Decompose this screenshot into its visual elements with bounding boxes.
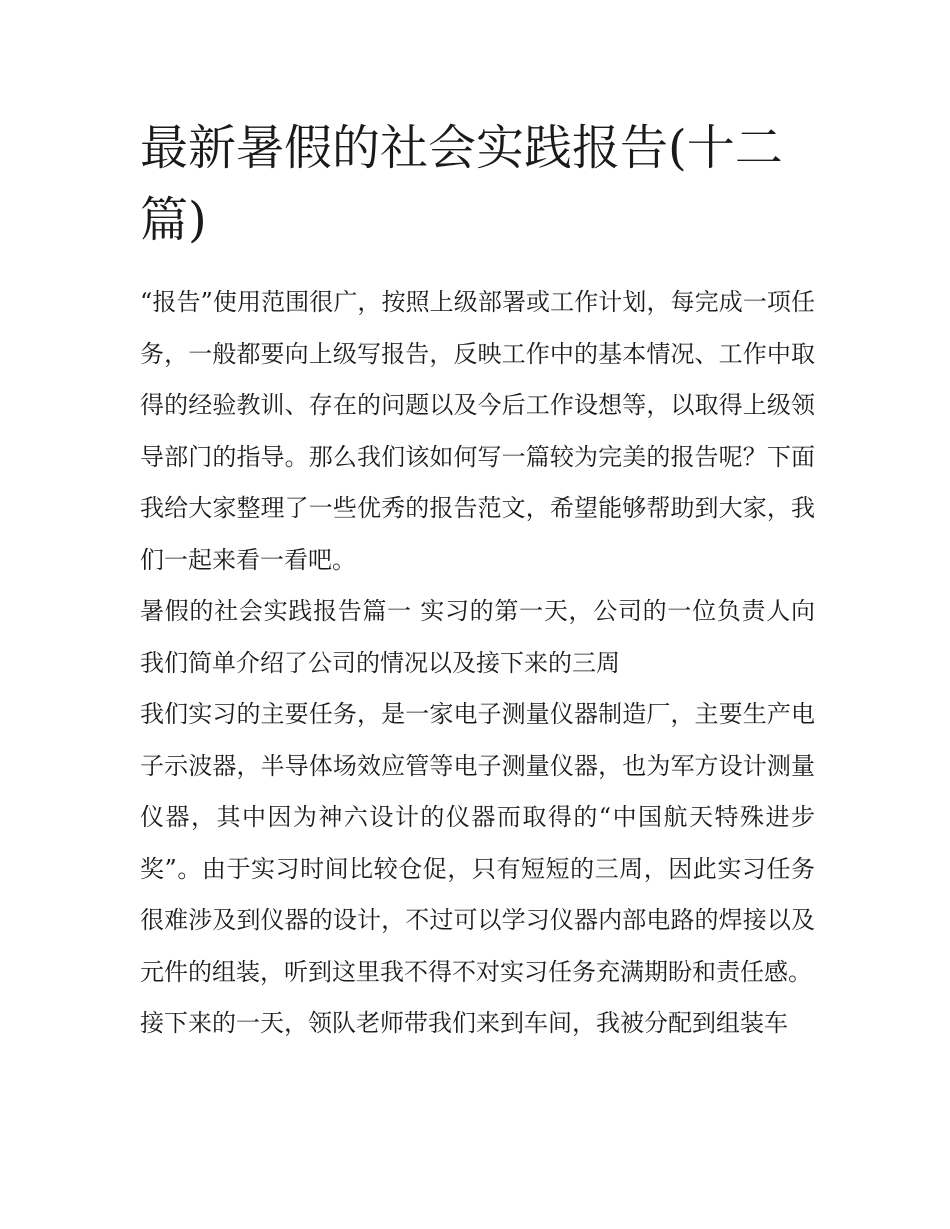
paragraph-intro: “报告”使用范围很广，按照上级部署或工作计划，每完成一项任务，一般都要向上级写报告，反映工作中的基本情况、工作中取得的经验教训、存在的问题以及今后工作设想等，以取得上级领导部门的指导。那么我们该如何写一篇较为完美的报告呢？下面我给大家整理了一些优秀的报告范文，希望能够帮助到大家，我们一起来看一看吧。 [140, 288, 815, 574]
document-body [140, 277, 815, 1050]
document-title: 最新暑假的社会实践报告(十二篇) [140, 120, 783, 248]
paragraph-next-day: 接下来的一天，领队老师带我们来到车间，我被分配到组装车 [140, 1009, 788, 1037]
paragraph-internship-task: 我们实习的主要任务，是一家电子测量仪器制造厂，主要生产电子示波器，半导体场效应管等电子测量仪器，也为军方设计测量仪器，其中因为神六设计的仪器而取得的“中国航天特殊进步奖”。由于实习时间比较仓促，只有短短的三周，因此实习任务很难涉及到仪器的设计，不过可以学习仪器内部电路的焊接以及元件的组装，听到这里我不得不对实习任务充满期盼和责任感。 [140, 700, 815, 986]
paragraph-section-one-start: 暑假的社会实践报告篇一 实习的第一天，公司的一位负责人向我们简单介绍了公司的情况以及接下来的三周 [140, 597, 815, 677]
